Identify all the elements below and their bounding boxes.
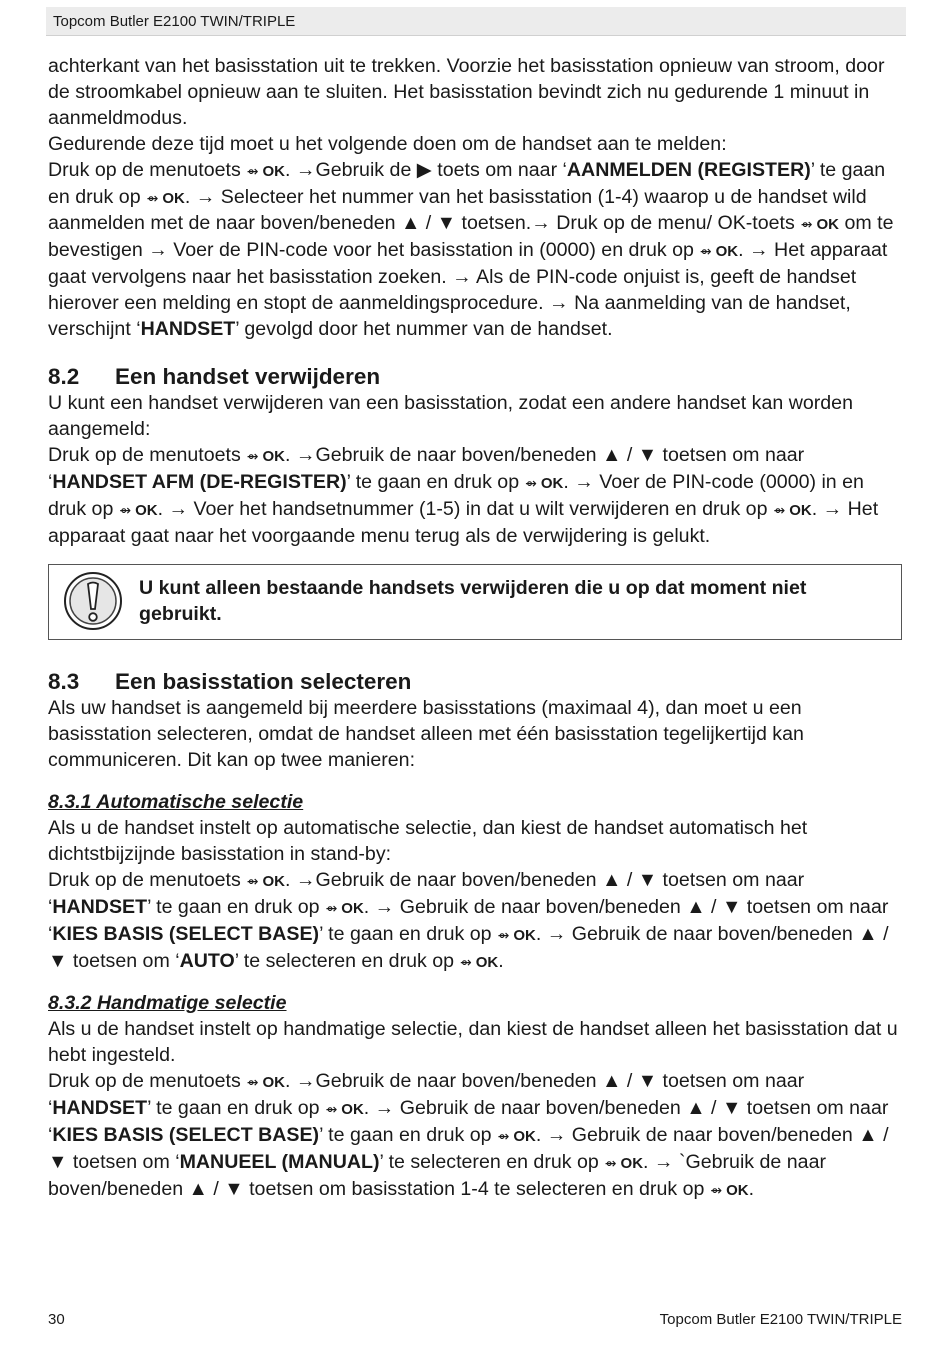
ok-label: OK [262, 872, 286, 890]
menu-key-icon: ⇴ [604, 1154, 617, 1171]
ok-label: OK [262, 1074, 286, 1092]
menu-item-manual: MANUEEL (MANUAL) [179, 1150, 380, 1173]
menu-item-handset: HANDSET [140, 318, 236, 341]
section-8-2-heading: 8.2 Een handset verwijderen [48, 363, 381, 389]
menu-item-select-base: KIES BASIS (SELECT BASE) [52, 1124, 320, 1146]
section-8-2-steps: Druk op de menutoets ⇴ OK. →Gebruik de naar boven/beneden ▲ / ▼ toetsen om naar ‘HANDSET AFM (DE-REGISTER)’ te gaan en druk op ⇴ OK. → Voer de PIN-code (0000) in en druk op ⇴ OK. → Voer het handsetnummer (1-5) in dat u wilt verwijderen en druk op ⇴ OK. → Het apparaat gaat naar het voorgaande menu terug als de verwijdering is gelukt. [48, 443, 879, 547]
menu-key-icon: ⇴ [325, 899, 338, 916]
intro-paragraph-2: Gedurende deze tijd moet u het volgende doen om de handset aan te melden: [48, 132, 727, 155]
menu-key-icon: ⇴ [710, 1181, 723, 1198]
ok-label: OK [726, 1181, 749, 1199]
ok-label: OK [475, 953, 499, 971]
section-8-3-heading: 8.3 Een basisstation selecteren [48, 669, 412, 695]
ok-label: OK [135, 501, 158, 519]
section-8-3-1-steps: Druk op de menutoets ⇴ OK. →Gebruik de naar boven/beneden ▲ / ▼ toetsen om naar ‘HANDSET’ te gaan en druk op ⇴ OK. → Gebruik de naar boven/beneden ▲ / ▼ toetsen om naar ‘KIES BASIS (SELECT BASE)’ te gaan en druk op ⇴ OK. → Gebruik de naar boven/beneden ▲ / ▼ toetsen om ‘AUTO’ te selecteren en druk op ⇴ OK. [48, 868, 904, 976]
menu-item-register: AANMELDEN (REGISTER) [566, 158, 811, 181]
menu-item-select-base: KIES BASIS (SELECT BASE) [52, 922, 320, 945]
footer-title: Topcom Butler E2100 TWIN/TRIPLE [659, 1311, 902, 1328]
ok-label: OK [341, 899, 364, 917]
ok-label: OK [715, 243, 739, 261]
menu-key-icon: ⇴ [246, 447, 259, 464]
page-content [48, 54, 904, 1204]
menu-key-icon: ⇴ [246, 872, 259, 889]
menu-key-icon: ⇴ [246, 162, 259, 179]
page-number: 30 [48, 1311, 65, 1328]
ok-label: OK [513, 1128, 536, 1145]
menu-key-icon: ⇴ [460, 953, 472, 970]
warning-text: U kunt alleen bestaande handsets verwijderen die u op dat moment niet gebruikt. [139, 577, 807, 626]
menu-key-icon: ⇴ [525, 474, 537, 491]
section-8-3-1-intro: Als u de handset instelt op automatische selectie, dan kiest de handset automatisch het dichtstbijzijnde basisstation in stand-by: [48, 817, 808, 865]
menu-key-icon: ⇴ [325, 1101, 338, 1118]
ok-label: OK [789, 501, 812, 519]
warning-box [48, 564, 902, 640]
section-8-3-intro: Als uw handset is aangemeld bij meerdere basisstations (maximaal 4), dan moet u een basisstation selecteren, omdat de handset alleen met één basisstation tegelijkertijd kan communiceren. Dit kan op twee manieren: [48, 697, 804, 772]
ok-label: OK [162, 189, 185, 207]
section-8-3-2-heading: 8.3.2 Handmatige selectie [48, 992, 287, 1015]
ok-label: OK [540, 474, 564, 492]
intro-paragraph-1: achterkant van het basisstation uit te trekken. Voorzie het basisstation opnieuw van stroom, door de stroomkabel opnieuw aan te sluiten. Het basisstation bevindt zich nu gedurende 1 minuut in aanmeldmodus. [48, 55, 885, 129]
header-title: Topcom Butler E2100 TWIN/TRIPLE [53, 13, 296, 30]
ok-label: OK [513, 926, 536, 944]
menu-key-icon: ⇴ [699, 243, 712, 260]
section-8-3-1-heading: 8.3.1 Automatische selectie [48, 791, 304, 814]
menu-key-icon: ⇴ [246, 1074, 259, 1091]
menu-key-icon: ⇴ [497, 926, 510, 943]
menu-key-icon: ⇴ [497, 1128, 510, 1144]
intro-steps: Druk op de menutoets ⇴ OK. →Gebruik de ▶ toets om naar ‘AANMELDEN (REGISTER)’ te gaan en druk op ⇴ OK. → Selecteer het nummer van het basisstation (1-4) waarop u de handset wild aanmelden met de naar boven/beneden ▲ / ▼ toetsen.→ Druk op de menu/ OK-toets ⇴ OK om te bevestigen → Voer de PIN-code voor het basisstation in (0000) en druk op ⇴ OK. → Het apparaat gaat vervolgens naar het basisstation zoeken. → Als de PIN-code onjuist is, geeft de handset hierover een melding en stopt de aanmeldingsprocedure. → Na aanmelding van de handset, verschijnt ‘HANDSET’ gevolgd door het nummer van de handset. [48, 158, 894, 341]
section-8-2-intro: U kunt een handset verwijderen van een basisstation, zodat een andere handset kan worden aangemeld: [48, 391, 853, 440]
ok-label: OK [262, 162, 286, 180]
menu-item-auto: AUTO [179, 949, 235, 972]
menu-key-icon: ⇴ [146, 189, 159, 206]
menu-item-deregister: HANDSET AFM (DE-REGISTER) [52, 470, 347, 493]
section-8-3-2-intro: Als u de handset instelt op handmatige selectie, dan kiest de handset alleen het basisstation dat u hebt ingesteld. [48, 1018, 898, 1067]
menu-key-icon: ⇴ [800, 216, 813, 233]
ok-label: OK [816, 216, 840, 234]
ok-label: OK [341, 1101, 364, 1119]
menu-item-handset: HANDSET [52, 1097, 148, 1120]
menu-key-icon: ⇴ [119, 501, 132, 518]
menu-item-handset: HANDSET [52, 895, 148, 918]
ok-label: OK [620, 1154, 644, 1172]
section-8-3-2-steps: Druk op de menutoets ⇴ OK. →Gebruik de naar boven/beneden ▲ / ▼ toetsen om naar ‘HANDSET’ te gaan en druk op ⇴ OK. → Gebruik de naar boven/beneden ▲ / ▼ toetsen om naar ‘KIES BASIS (SELECT BASE)’ te gaan en druk op ⇴ OK. → Gebruik de naar boven/beneden ▲ / ▼ toetsen om ‘MANUEEL (MANUAL)’ te selecteren en druk op ⇴ OK. → `Gebruik de naar boven/beneden ▲ / ▼ toetsen om basisstation 1-4 te selecteren en druk op ⇴ OK. [48, 1069, 904, 1204]
ok-label: OK [262, 447, 286, 465]
menu-key-icon: ⇴ [773, 501, 786, 518]
page-header [46, 7, 906, 36]
exclamation-icon [63, 571, 123, 631]
